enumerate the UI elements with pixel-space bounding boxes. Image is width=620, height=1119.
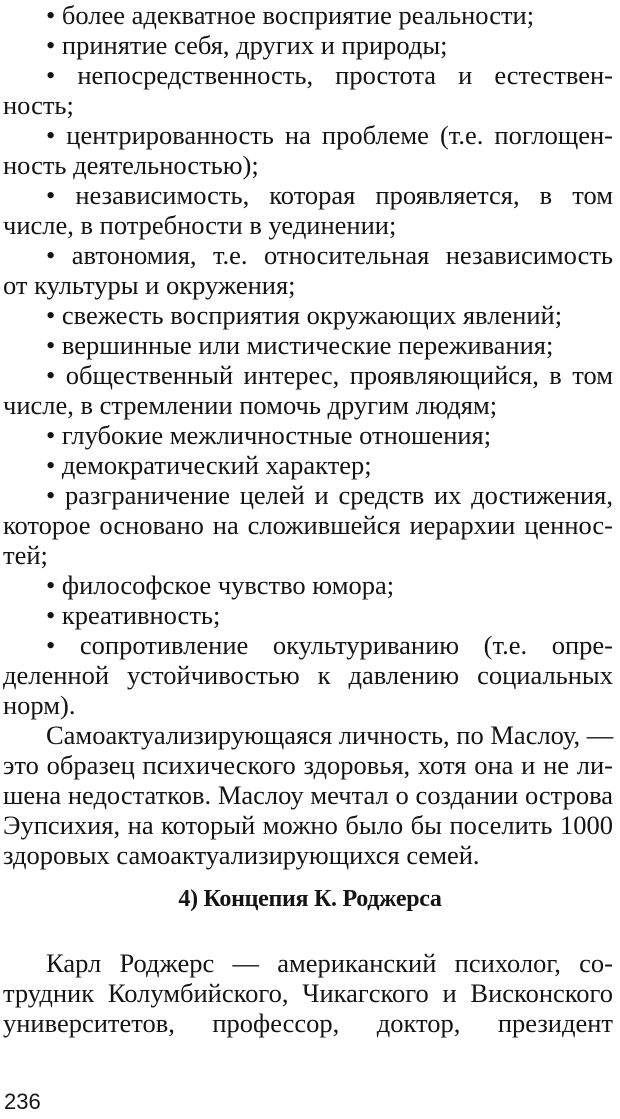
text-line: числе, в стремлении помочь другим людям; <box>3 390 498 420</box>
text-line: • разграничение целей и средств их достижения, <box>46 480 613 510</box>
text-line: тей; <box>3 540 48 570</box>
text-line: • центрированность на проблеме (т.е. поглощен- <box>46 120 613 150</box>
section-heading: 4) Концепия К. Роджерса <box>178 886 442 912</box>
text-line: ность деятельностью); <box>3 150 259 180</box>
text-line: числе, в потребности в уединении; <box>3 210 397 240</box>
text-line: • свежесть восприятия окружающих явлений; <box>46 300 563 330</box>
text-line: от культуры и окружения; <box>3 270 296 300</box>
text-line: которое основано на сложившейся иерархии ценнос- <box>3 510 613 540</box>
text-line: • сопротивление окультуриванию (т.е. опре- <box>46 630 613 660</box>
text-line: • непосредственность, простота и естествен- <box>46 60 613 90</box>
page-number: 236 <box>4 1089 41 1114</box>
text-line: • вершинные или мистические переживания; <box>46 330 554 360</box>
text-line: • общественный интерес, проявляющийся, в том <box>46 360 613 390</box>
text-line: ность; <box>3 90 74 120</box>
text-line: Карл Роджерс — американский психолог, со- <box>46 948 613 978</box>
text-line: Самоактуализирующаяся личность, по Маслоу, — <box>46 720 614 750</box>
text-line: • автономия, т.е. относительная независимость <box>46 240 613 270</box>
text-line: это образец психического здоровья, хотя она и не ли- <box>3 750 613 780</box>
text-line: Эупсихия, на который можно было бы поселить 1000 <box>3 810 613 840</box>
text-line: деленной устойчивостью к давлению социальных <box>3 660 613 690</box>
text-line: • философское чувство юмора; <box>46 570 395 600</box>
text-line: шена недостатков. Маслоу мечтал о создании острова <box>3 780 613 810</box>
text-line: • креативность; <box>46 600 221 630</box>
text-line: • демократический характер; <box>46 450 372 480</box>
text-line: • принятие себя, других и природы; <box>46 30 448 60</box>
text-line: • глубокие межличностные отношения; <box>46 420 492 450</box>
text-line: трудник Колумбийского, Чикагского и Висконского <box>3 978 613 1008</box>
text-line: норм). <box>3 690 76 720</box>
text-line: • более адекватное восприятие реальности; <box>46 0 535 30</box>
text-line: здоровых самоактуализирующихся семей. <box>3 840 480 870</box>
text-line: университетов, профессор, доктор, президент <box>3 1008 613 1038</box>
text-line: • независимость, которая проявляется, в том <box>46 180 613 210</box>
